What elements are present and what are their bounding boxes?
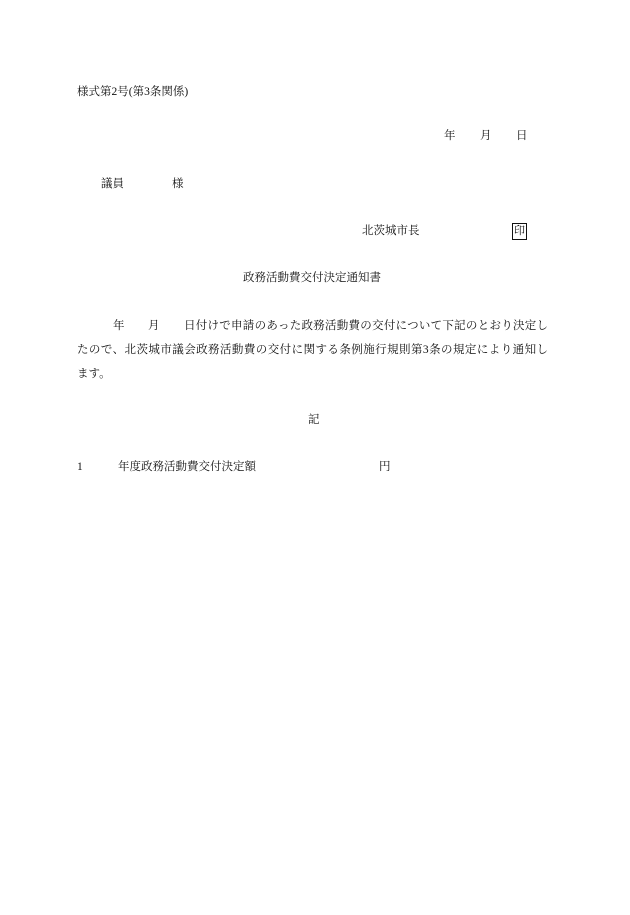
body-line-3: ます。 — [77, 368, 111, 380]
item-unit: 円 — [379, 461, 391, 473]
date-year-unit: 年 — [444, 130, 456, 142]
body-year-unit: 年 — [113, 320, 125, 332]
body-month-unit: 月 — [148, 320, 160, 332]
addressee-role: 議員 — [101, 178, 124, 190]
document-title: 政務活動費交付決定通知書 — [243, 272, 381, 284]
date-month-unit: 月 — [480, 130, 492, 142]
ki-heading: 記 — [308, 414, 320, 426]
form-id: 様式第2号(第3条関係) — [77, 86, 189, 98]
date-day-unit: 日 — [516, 130, 528, 142]
item-label: 年度政務活動費交付決定額 — [118, 461, 256, 473]
body-line-1: 日付けで申請のあった政務活動費の交付について下記のとおり決定し — [184, 320, 548, 332]
body-line-2: たので、北茨城市議会政務活動費の交付に関する条例施行規則第3条の規定により通知し — [77, 344, 548, 356]
item-number: 1 — [77, 461, 83, 473]
addressee-honorific: 様 — [172, 178, 184, 190]
seal-mark: 印 — [512, 223, 527, 240]
issuer-name: 北茨城市長 — [362, 225, 420, 237]
